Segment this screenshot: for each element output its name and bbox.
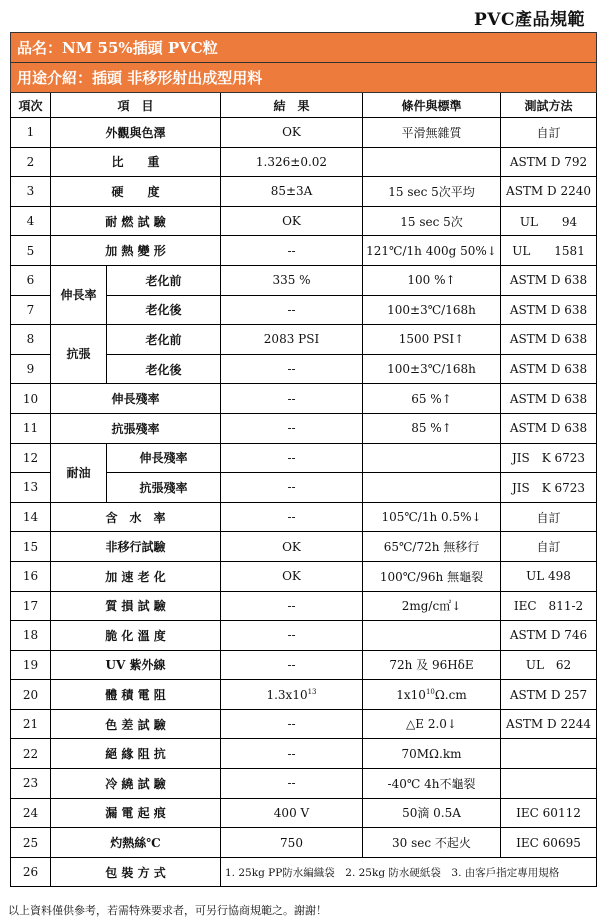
header-no: 項次	[11, 93, 51, 118]
header-result: 結 果	[221, 93, 363, 118]
cell-condition	[363, 621, 501, 651]
cell-result: --	[221, 354, 363, 384]
cell-no: 3	[11, 177, 51, 207]
cell-no: 14	[11, 502, 51, 532]
cell-no: 20	[11, 680, 51, 710]
header-item: 項 目	[51, 93, 221, 118]
cell-method: 自訂	[501, 118, 597, 148]
cell-result: --	[221, 650, 363, 680]
cell-result: OK	[221, 532, 363, 562]
cell-condition: 30 sec 不起火	[363, 828, 501, 858]
cell-no: 5	[11, 236, 51, 266]
cell-result: --	[221, 413, 363, 443]
cell-result: OK	[221, 561, 363, 591]
cell-item: 脆 化 溫 度	[51, 621, 221, 651]
condition-base: 1x10	[396, 687, 426, 702]
cell-packaging: 1. 25kg PP防水編織袋 2. 25kg 防水硬紙袋 3. 由客戶指定專用規格	[221, 857, 597, 887]
cell-condition	[363, 443, 501, 473]
cell-condition: -40℃ 4h不龜裂	[363, 769, 501, 799]
cell-method: ASTM D 2244	[501, 709, 597, 739]
cell-method: UL 62	[501, 650, 597, 680]
table-row	[11, 118, 597, 148]
table-row	[11, 384, 597, 414]
cell-item: 含 水 率	[51, 502, 221, 532]
cell-condition: 100 %↑	[363, 265, 501, 295]
cell-result: 750	[221, 828, 363, 858]
cell-item: 伸長殘率	[51, 384, 221, 414]
cell-method: JIS K 6723	[501, 473, 597, 503]
cell-no: 17	[11, 591, 51, 621]
product-name: 品名：NM 55%插頭 PVC粒	[11, 33, 597, 63]
cell-item: 灼熱絲℃	[51, 828, 221, 858]
cell-condition: 50滴 0.5A	[363, 798, 501, 828]
cell-method	[501, 739, 597, 769]
cell-method: JIS K 6723	[501, 443, 597, 473]
cell-no: 6	[11, 265, 51, 295]
cell-no: 19	[11, 650, 51, 680]
table-row	[11, 502, 597, 532]
cell-item: 抗張殘率	[51, 413, 221, 443]
table-row	[11, 325, 597, 355]
cell-no: 4	[11, 206, 51, 236]
cell-item: 老化後	[107, 295, 221, 325]
cell-method: ASTM D 746	[501, 621, 597, 651]
cell-result: --	[221, 709, 363, 739]
cell-no: 24	[11, 798, 51, 828]
cell-method: IEC 811-2	[501, 591, 597, 621]
cell-no: 12	[11, 443, 51, 473]
cell-item: 耐 燃 試 驗	[51, 206, 221, 236]
cell-result: --	[221, 591, 363, 621]
cell-no: 8	[11, 325, 51, 355]
header-condition: 條件與標準	[363, 93, 501, 118]
table-row	[11, 147, 597, 177]
cell-item: 冷 繞 試 驗	[51, 769, 221, 799]
table-row	[11, 532, 597, 562]
cell-result: --	[221, 739, 363, 769]
cell-item: 老化前	[107, 265, 221, 295]
cell-result: --	[221, 769, 363, 799]
cell-result	[221, 680, 363, 710]
cell-item: 體 積 電 阻	[51, 680, 221, 710]
cell-method: ASTM D 638	[501, 325, 597, 355]
cell-item: 加 熱 變 形	[51, 236, 221, 266]
footer-note: 以上資料僅供參考，若需特殊要求者，可另行協商規範之。謝謝！	[8, 904, 327, 917]
cell-condition: 65 %↑	[363, 384, 501, 414]
cell-result: --	[221, 443, 363, 473]
cell-result: OK	[221, 118, 363, 148]
group-tensile: 抗張	[51, 325, 107, 384]
cell-item: 絕 緣 阻 抗	[51, 739, 221, 769]
cell-no: 7	[11, 295, 51, 325]
cell-method: IEC 60112	[501, 798, 597, 828]
cell-condition: 平滑無雜質	[363, 118, 501, 148]
table-row	[11, 206, 597, 236]
table-row	[11, 413, 597, 443]
table-row	[11, 650, 597, 680]
cell-no: 21	[11, 709, 51, 739]
cell-method: ASTM D 638	[501, 413, 597, 443]
cell-item: 硬 度	[51, 177, 221, 207]
cell-item: 色 差 試 驗	[51, 709, 221, 739]
cell-condition: 85 %↑	[363, 413, 501, 443]
cell-no: 10	[11, 384, 51, 414]
table-row	[11, 177, 597, 207]
cell-method: UL 94	[501, 206, 597, 236]
cell-result: --	[221, 473, 363, 503]
cell-no: 22	[11, 739, 51, 769]
cell-method: IEC 60695	[501, 828, 597, 858]
cell-condition: 2mg/c㎡↓	[363, 591, 501, 621]
table-row	[11, 857, 597, 887]
cell-method: ASTM D 792	[501, 147, 597, 177]
table-row	[11, 680, 597, 710]
cell-no: 1	[11, 118, 51, 148]
cell-method: 自訂	[501, 502, 597, 532]
cell-method: ASTM D 638	[501, 295, 597, 325]
cell-condition: 15 sec 5次	[363, 206, 501, 236]
cell-no: 2	[11, 147, 51, 177]
cell-condition	[363, 473, 501, 503]
table-row	[11, 443, 597, 473]
cell-method: UL 498	[501, 561, 597, 591]
cell-no: 18	[11, 621, 51, 651]
cell-item: UV 紫外線	[51, 650, 221, 680]
table-row	[11, 591, 597, 621]
group-elongation: 伸長率	[51, 265, 107, 324]
cell-item: 包 裝 方 式	[51, 857, 221, 887]
cell-no: 26	[11, 857, 51, 887]
cell-condition: 121℃/1h 400g 50%↓	[363, 236, 501, 266]
table-row	[11, 621, 597, 651]
cell-result: --	[221, 621, 363, 651]
table-row	[11, 798, 597, 828]
table-row	[11, 739, 597, 769]
table-row	[11, 709, 597, 739]
cell-method: UL 1581	[501, 236, 597, 266]
cell-condition: 105℃/1h 0.5%↓	[363, 502, 501, 532]
cell-result: 2083 PSI	[221, 325, 363, 355]
cell-method: ASTM D 638	[501, 354, 597, 384]
cell-method: ASTM D 638	[501, 265, 597, 295]
usage-row	[11, 63, 597, 93]
cell-method	[501, 769, 597, 799]
document-title: PVC產品規範	[473, 10, 585, 30]
cell-condition	[363, 680, 501, 710]
cell-item: 抗張殘率	[107, 473, 221, 503]
cell-no: 23	[11, 769, 51, 799]
cell-no: 25	[11, 828, 51, 858]
cell-result: 400 V	[221, 798, 363, 828]
cell-condition	[363, 147, 501, 177]
cell-result: --	[221, 236, 363, 266]
cell-item: 老化前	[107, 325, 221, 355]
cell-no: 9	[11, 354, 51, 384]
result-exponent: 13	[307, 687, 317, 696]
cell-item: 非移行試驗	[51, 532, 221, 562]
cell-no: 15	[11, 532, 51, 562]
cell-result: --	[221, 295, 363, 325]
cell-condition: 15 sec 5次平均	[363, 177, 501, 207]
table-row	[11, 828, 597, 858]
cell-condition: 65℃/72h 無移行	[363, 532, 501, 562]
cell-no: 16	[11, 561, 51, 591]
product-name-row	[11, 33, 597, 63]
cell-item: 比 重	[51, 147, 221, 177]
cell-no: 13	[11, 473, 51, 503]
cell-method: ASTM D 257	[501, 680, 597, 710]
cell-result: OK	[221, 206, 363, 236]
cell-item: 漏 電 起 痕	[51, 798, 221, 828]
cell-condition: 100±3℃/168h	[363, 354, 501, 384]
cell-result: --	[221, 502, 363, 532]
cell-result: 1.326±0.02	[221, 147, 363, 177]
cell-condition: 72h 及 96HδE	[363, 650, 501, 680]
cell-condition: 1500 PSI↑	[363, 325, 501, 355]
table-row	[11, 265, 597, 295]
cell-no: 11	[11, 413, 51, 443]
group-oil-resistance: 耐油	[51, 443, 107, 502]
table-row	[11, 561, 597, 591]
spec-table	[10, 32, 597, 887]
condition-exponent: 10	[425, 687, 435, 696]
header-method: 測試方法	[501, 93, 597, 118]
cell-item: 伸長殘率	[107, 443, 221, 473]
cell-method: ASTM D 2240	[501, 177, 597, 207]
table-row	[11, 236, 597, 266]
cell-condition: △E 2.0↓	[363, 709, 501, 739]
cell-result: --	[221, 384, 363, 414]
cell-method: ASTM D 638	[501, 384, 597, 414]
cell-condition: 70MΩ.km	[363, 739, 501, 769]
condition-unit: Ω.cm	[434, 687, 467, 702]
usage-description: 用途介紹：插頭 非移形射出成型用料	[11, 63, 597, 93]
header-row	[11, 93, 597, 118]
cell-condition: 100℃/96h 無龜裂	[363, 561, 501, 591]
cell-result: 335 %	[221, 265, 363, 295]
cell-item: 老化後	[107, 354, 221, 384]
cell-item: 外觀與色澤	[51, 118, 221, 148]
result-base: 1.3x10	[266, 687, 308, 702]
table-row	[11, 769, 597, 799]
cell-item: 加 速 老 化	[51, 561, 221, 591]
cell-method: 自訂	[501, 532, 597, 562]
cell-condition: 100±3℃/168h	[363, 295, 501, 325]
cell-result: 85±3A	[221, 177, 363, 207]
cell-item: 質 損 試 驗	[51, 591, 221, 621]
